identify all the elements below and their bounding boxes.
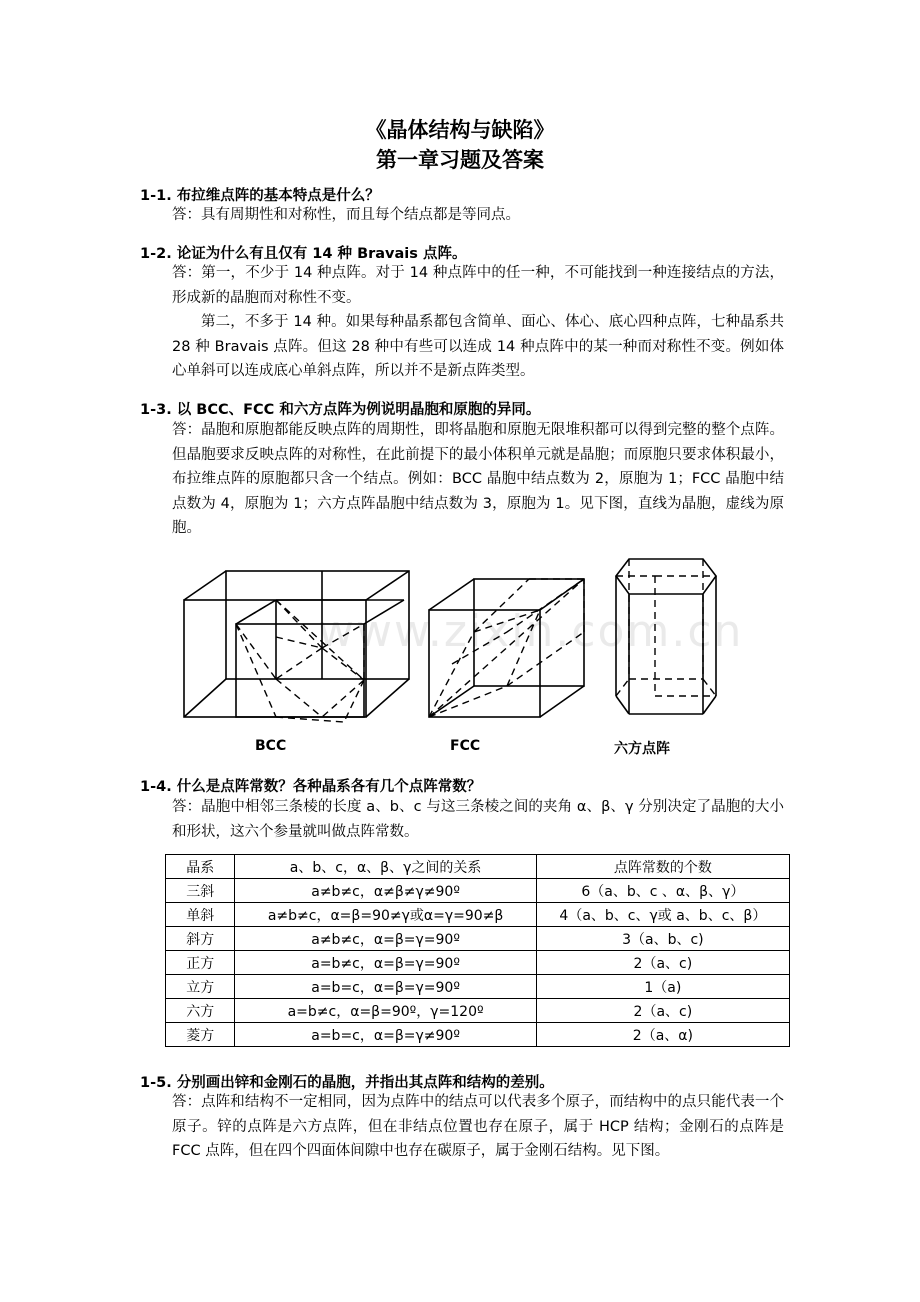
answer-1-4-text: 答：晶胞中相邻三条棱的长度 a、b、c 与这三条棱之间的夹角 α、β、γ 分别决定了晶胞的大小和形状，这六个参量就叫做点阵常数。 <box>172 799 784 840</box>
fcc-diagram <box>429 579 584 717</box>
table-cell: 2（a、c) <box>536 951 789 975</box>
table-cell: 正方 <box>166 951 235 975</box>
table-header-cell: 点阵常数的个数 <box>536 855 789 879</box>
question-1-2: 1-2. 论证为什么有且仅有 14 种 Bravais 点阵。 <box>140 246 467 262</box>
table-cell: 1（a) <box>536 975 789 999</box>
table-row <box>166 903 790 927</box>
table-row <box>166 999 790 1023</box>
table-row <box>166 951 790 975</box>
table-cell: a=b≠c，α=β=γ=90º <box>235 951 536 975</box>
hexagonal-diagram <box>616 559 716 714</box>
table-header-cell: a、b、c，α、β、γ之间的关系 <box>235 855 536 879</box>
caption-bcc: BCC <box>255 738 287 754</box>
chapter-title: 第一章习题及答案 <box>376 147 544 172</box>
watermark-text: www.zixin.com.cn <box>318 606 744 657</box>
question-1-5: 1-5. 分别画出锌和金刚石的晶胞，并指出其点阵和结构的差别。 <box>140 1075 554 1091</box>
table-header-row <box>166 855 790 879</box>
table-cell: 斜方 <box>166 927 235 951</box>
answer-1-5-text: 答：点阵和结构不一定相同，因为点阵中的结点可以代表多个原子，而结构中的点只能代表一个原子。锌的点阵是六方点阵，但在非结点位置也存在原子，属于 HCP 结构；金刚石的点阵是 FCC 点阵，但在四个四面体间隙中也存在碳原子，属于金刚石结构。见下图。 <box>172 1094 784 1159</box>
document-title: 《晶体结构与缺陷》 <box>365 117 555 142</box>
table-cell: a=b≠c，α=β=90º，γ=120º <box>235 999 536 1023</box>
answer-1-4 <box>172 795 784 844</box>
answer-1-2-para-2: 第二，不多于 14 种。如果每种晶系都包含简单、面心、体心、底心四种点阵，七种晶系共 28 种 Bravais 点阵。但这 28 种中有些可以连成 14 种点阵中的某一种而对称性不变。例如体心单斜可以连成底心单斜点阵，所以并不是新点阵类型。 <box>172 314 784 379</box>
table-row <box>166 1023 790 1047</box>
table-cell: 立方 <box>166 975 235 999</box>
table-row <box>166 927 790 951</box>
table-row <box>166 879 790 903</box>
bcc-diagram <box>184 571 409 722</box>
table-header-cell: 晶系 <box>166 855 235 879</box>
table-cell: 3（a、b、c) <box>536 927 789 951</box>
answer-1-3-text: 答：晶胞和原胞都能反映点阵的周期性，即将晶胞和原胞无限堆积都可以得到完整的整个点阵。但晶胞要求反映点阵的对称性，在此前提下的最小体积单元就是晶胞；而原胞只要求体积最小，布拉维点阵的原胞都只含一个结点。例如：BCC 晶胞中结点数为 2，原胞为 1；FCC 晶胞中结点数为 4，原胞为 1；六方点阵晶胞中结点数为 3，原胞为 1。见下图，直线为晶胞，虚线为原胞。 <box>172 422 784 536</box>
question-1-1: 1-1. 布拉维点阵的基本特点是什么？ <box>140 188 380 204</box>
bcc-inner-cube <box>236 624 364 717</box>
table-cell: a=b=c，α=β=γ=90º <box>235 975 536 999</box>
answer-1-1-text: 答：具有周期性和对称性，而且每个结点都是等同点。 <box>172 207 520 223</box>
table-cell: 菱方 <box>166 1023 235 1047</box>
table-cell: a≠b≠c，α=β=γ=90º <box>235 927 536 951</box>
bcc-cube-front <box>184 600 366 717</box>
caption-fcc: FCC <box>450 738 481 754</box>
table-cell: 4（a、b、c、γ或 a、b、c、β） <box>536 903 789 927</box>
answer-1-5 <box>172 1090 784 1164</box>
fcc-cube-front <box>429 610 540 717</box>
table-cell: 单斜 <box>166 903 235 927</box>
table-cell: a=b=c，α=β=γ≠90º <box>235 1023 536 1047</box>
table-cell: 6（a、b、c 、α、β、γ） <box>536 879 789 903</box>
table-cell: 三斜 <box>166 879 235 903</box>
lattice-constants-table <box>165 854 790 1047</box>
question-1-4: 1-4. 什么是点阵常数？各种晶系各有几个点阵常数？ <box>140 779 482 795</box>
table-cell: 2（a、c) <box>536 999 789 1023</box>
table-cell: a≠b≠c，α≠β≠γ≠90º <box>235 879 536 903</box>
table-row <box>166 975 790 999</box>
table-cell: 2（a、α) <box>536 1023 789 1047</box>
caption-hexagonal: 六方点阵 <box>614 741 670 757</box>
question-1-3: 1-3. 以 BCC、FCC 和六方点阵为例说明晶胞和原胞的异同。 <box>140 402 541 418</box>
table-cell: 六方 <box>166 999 235 1023</box>
answer-1-2-para-1: 答：第一，不少于 14 种点阵。对于 14 种点阵中的任一种，不可能找到一种连接结点的方法，形成新的晶胞而对称性不变。 <box>172 265 784 306</box>
table-cell: a≠b≠c，α=β=90≠γ或α=γ=90≠β <box>235 903 536 927</box>
